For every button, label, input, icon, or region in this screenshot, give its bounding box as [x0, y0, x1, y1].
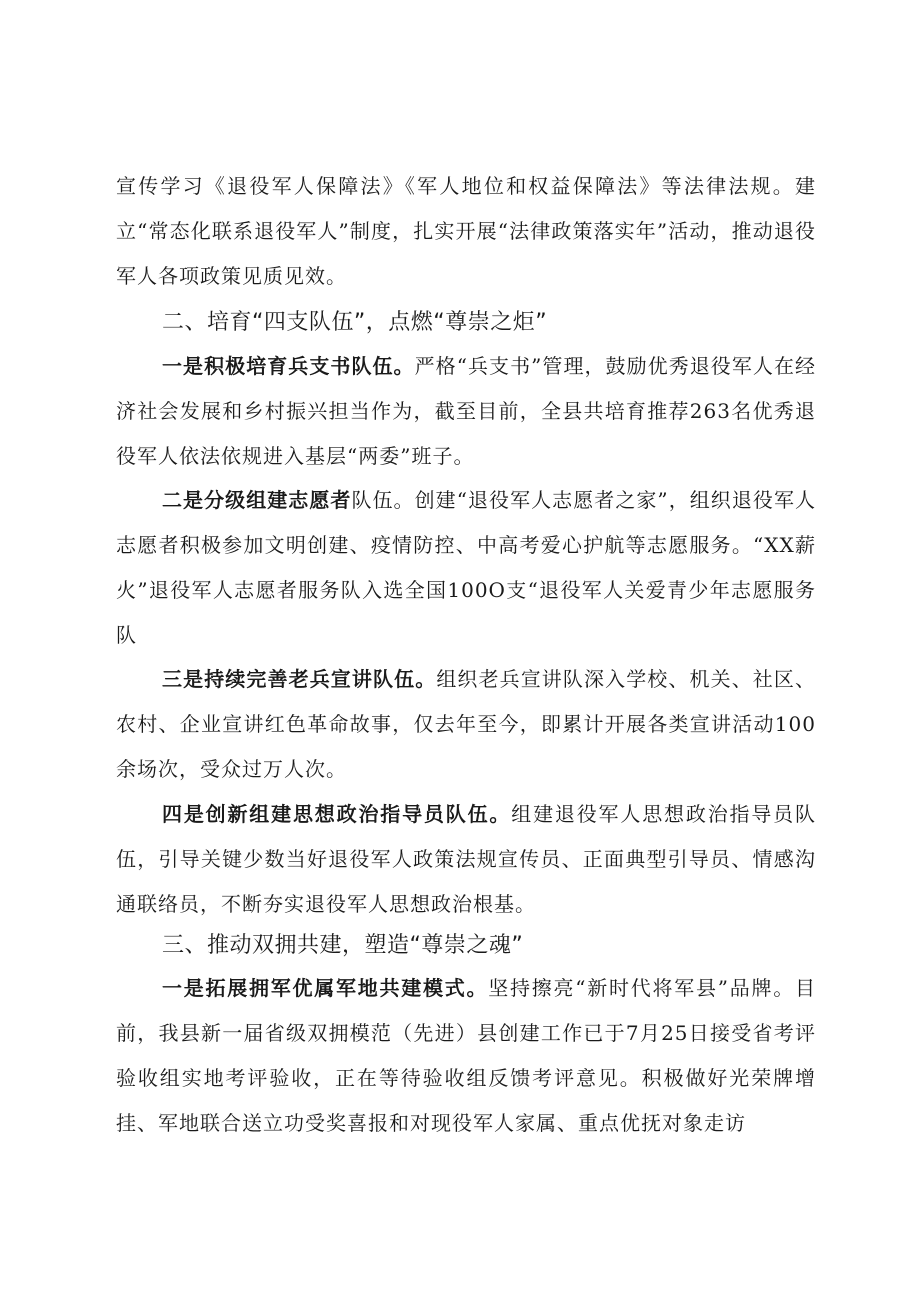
section-2-item-2 — [116, 478, 816, 658]
item-body: 严格“兵支书”管理，鼓励优秀退役军人在经济社会发展和乡村振兴担当作为，截至目前，全县共培育推荐263名优秀退役军人依法依规进入基层“两委”班子。 — [116, 354, 817, 468]
item-body: 坚持擦亮“新时代将军县”品牌。目前，我县新一届省级双拥模范（先进）县创建工作已于7月25日接受省考评验收组实地考评验收，正在等待验收组反馈考评意见。积极做好光荣牌增挂、军地联合送立功受奖喜报和对现役军人家属、重点优抚对象走访 — [116, 976, 817, 1135]
item-lead: 三是持续完善老兵宣讲队伍。 — [162, 667, 437, 691]
item-body: 队伍。创建“退役军人志愿者之家”，组织退役军人志愿者积极参加文明创建、疫情防控、中高考爱心护航等志愿服务。“XX薪火”退役军人志愿者服务队入选全国100O支“退役军人关爱青少年志愿服务队 — [116, 488, 816, 647]
item-lead: 一是积极培育兵支书队伍。 — [162, 354, 415, 378]
section-2-heading: 二、培育“四支队伍”，点燃“尊崇之炬” — [162, 310, 548, 335]
item-body: 组织老兵宣讲队深入学校、机关、社区、农村、企业宣讲红色革命故事，仅去年至今，即累计开展各类宣讲活动100余场次，受众过万人次。 — [116, 667, 817, 781]
section-3-heading: 三、推动双拥共建，塑造“尊崇之魂” — [162, 933, 524, 958]
intro-paragraph: 宣传学习《退役军人保障法》《军人地位和权益保障法》等法律法规。建立“常态化联系退役军人”制度，扎实开展“法律政策落实年”活动，推动退役军人各项政策见质见效。 — [116, 174, 816, 288]
item-lead: 四是创新组建思想政治指导员队伍。 — [162, 802, 512, 826]
section-3-item-1 — [116, 966, 816, 1146]
section-2-item-3 — [116, 657, 816, 792]
section-2-item-1 — [116, 344, 816, 479]
item-lead: 二是分级组建志愿者 — [162, 488, 352, 512]
section-2-item-4 — [116, 792, 816, 927]
item-lead: 一是拓展拥军优属军地共建模式。 — [162, 976, 489, 1000]
item-body: 组建退役军人思想政治指导员队伍，引导关键少数当好退役军人政策法规宣传员、正面典型引导员、情感沟通联络员，不断夯实退役军人思想政治根基。 — [116, 802, 817, 916]
